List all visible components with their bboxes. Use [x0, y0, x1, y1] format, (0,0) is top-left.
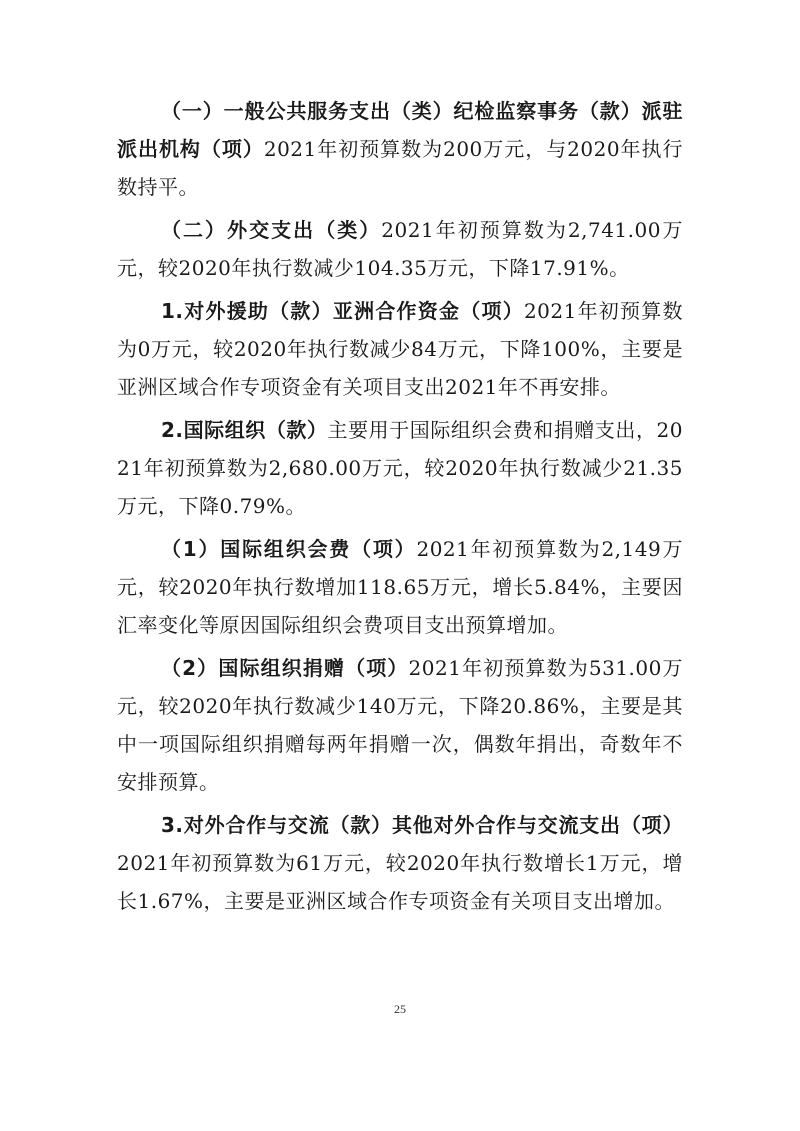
- paragraph-heading: （1）国际组织会费（项）: [161, 537, 417, 561]
- page-number: 25: [394, 1002, 406, 1016]
- paragraph-text: 2021年初预算数为0万元，较2020年执行数减少84万元，下降100%，主要是亚洲区域合作专项资金有关项目支出2021年不再安排。: [117, 299, 683, 399]
- paragraph-donations: [117, 649, 683, 801]
- paragraph-text: 2021年初预算数为531.00万元，较2020年执行数减少140万元，下降20.86%，主要是其中一项国际组织捐赠每两年捐赠一次，偶数年捐出，奇数年不安排预算。: [117, 656, 683, 794]
- paragraph-heading: （二）外交支出（类）: [161, 218, 382, 242]
- paragraph-general-public-services: [117, 92, 683, 206]
- paragraph-cooperation-exchange: [117, 806, 683, 920]
- paragraph-foreign-aid: [117, 292, 683, 406]
- paragraph-foreign-affairs: [117, 211, 683, 287]
- paragraph-text: 2021年初预算数为61万元，较2020年执行数增长1万元，增长1.67%，主要是亚洲区域合作专项资金有关项目支出增加。: [117, 851, 683, 913]
- paragraph-heading: 1.对外援助（款）亚洲合作资金（项）: [161, 299, 524, 323]
- paragraph-heading: 2.国际组织（款）: [161, 418, 328, 442]
- paragraph-text: 主要用于国际组织会费和捐赠支出，2021年初预算数为2,680.00万元，较2020年执行数减少21.35万元，下降0.79%。: [117, 418, 684, 518]
- paragraph-heading: （一）一般公共服务支出（类）纪检监察事务（款）派驻派出机构（项）: [117, 99, 683, 161]
- paragraph-international-organizations: [117, 411, 683, 525]
- paragraph-heading: （2）国际组织捐赠（项）: [161, 656, 409, 680]
- paragraph-text: 2021年初预算数为2,741.00万元，较2020年执行数减少104.35万元，下降17.91%。: [117, 218, 683, 280]
- paragraph-text: 2021年初预算数为200万元，与2020年执行数持平。: [117, 137, 683, 199]
- paragraph-text: 2021年初预算数为2,149万元，较2020年执行数增加118.65万元，增长5.84%，主要因汇率变化等原因国际组织会费项目支出预算增加。: [117, 537, 684, 637]
- document-body: [117, 92, 683, 925]
- paragraph-heading: 3.对外合作与交流（款）其他对外合作与交流支出（项）: [161, 813, 683, 837]
- paragraph-membership-fees: [117, 530, 683, 644]
